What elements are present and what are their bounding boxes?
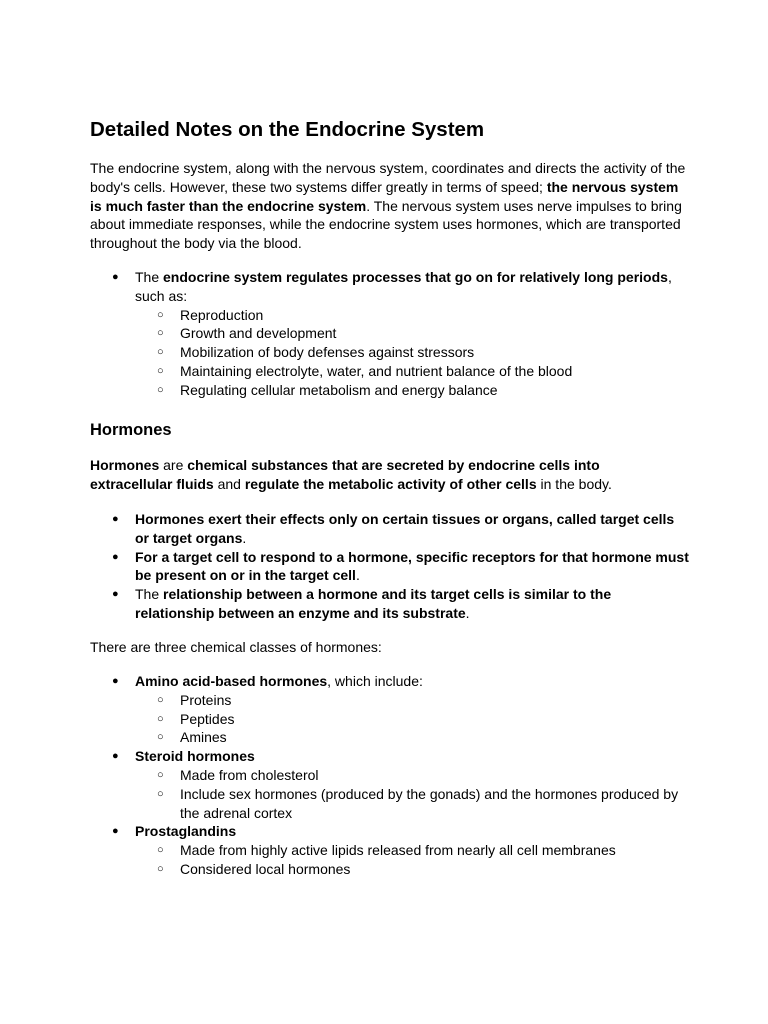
list-item-text: , which include: xyxy=(327,673,423,689)
list-item-bold: For a target cell to respond to a hormone, specific receptors for that hormone must be present on or in the target cell xyxy=(135,548,689,584)
hormones-definition xyxy=(90,456,686,494)
list-subitem: ○ Growth and development xyxy=(90,324,690,343)
list-subitem: ○ Mobilization of body defenses against stressors xyxy=(90,343,690,362)
definition-bold: regulate the metabolic activity of other cells xyxy=(244,475,537,492)
list-item xyxy=(90,822,690,841)
list-item xyxy=(90,510,690,548)
list-item-text: . xyxy=(242,529,247,546)
list-item xyxy=(90,268,690,306)
list-item-bold: endocrine system regulates processes that go on for relatively long periods xyxy=(163,269,668,285)
list-subitem: ○ Regulating cellular metabolism and energy balance xyxy=(90,381,690,400)
definition-text: in the body. xyxy=(536,475,612,492)
list-item xyxy=(90,672,690,691)
list-subitem: ○ Reproduction xyxy=(90,306,690,325)
list-item-text: The xyxy=(135,269,164,285)
hormone-facts-list xyxy=(90,510,690,623)
list-item-text: The xyxy=(135,586,164,603)
list-item-bold: Prostaglandins xyxy=(135,823,237,840)
list-item-text: , such as: xyxy=(135,269,672,304)
hormones-heading: Hormones xyxy=(90,421,172,439)
classes-intro: There are three chemical classes of hormones: xyxy=(90,639,382,655)
list-subitem: ○ Include sex hormones (produced by the gonads) and the hormones produced by the adrenal cortex xyxy=(90,785,690,823)
definition-text: are xyxy=(159,457,188,473)
intro-paragraph xyxy=(90,159,686,253)
definition-bold: Hormones xyxy=(90,457,160,473)
intro-bold: the nervous system is much faster than the endocrine system xyxy=(90,178,679,214)
regulates-list xyxy=(90,268,690,400)
list-subitem: ○ Amines xyxy=(90,728,690,747)
list-item-bold: Amino acid-based hormones xyxy=(135,673,328,689)
list-item xyxy=(90,585,690,623)
page-title: Detailed Notes on the Endocrine System xyxy=(90,118,485,141)
list-subitem: ○ Proteins xyxy=(90,691,690,710)
definition-bold: chemical substances that are secreted by endocrine cells into extracellular fluids xyxy=(90,457,600,492)
list-item-text: . xyxy=(465,604,470,621)
list-subitem: ○ Made from highly active lipids released from nearly all cell membranes xyxy=(90,841,690,860)
list-item xyxy=(90,747,690,766)
list-item-bold: relationship between a hormone and its target cells is similar to the relationship between an enzyme and its substrate xyxy=(135,586,612,621)
list-subitem: ○ Considered local hormones xyxy=(90,860,690,879)
list-item-bold: Hormones exert their effects only on certain tissues or organs, called target cells or target organs xyxy=(135,511,675,546)
list-subitem: ○ Peptides xyxy=(90,710,690,729)
list-item-text: . xyxy=(355,567,360,584)
intro-text-2: . The nervous system uses nerve impulses to bring about immediate responses, while the endocrine system uses hormones, which are transported throughout the body via the blood. xyxy=(90,197,682,252)
intro-text-1: The endocrine system, along with the nervous system, coordinates and directs the activity of the body's cells. However, these two systems differ greatly in terms of speed; xyxy=(90,160,686,195)
list-item-bold: Steroid hormones xyxy=(135,748,255,765)
hormone-classes-list xyxy=(90,672,690,879)
list-item xyxy=(90,548,690,586)
list-subitem: ○ Made from cholesterol xyxy=(90,766,690,785)
definition-text: and xyxy=(213,475,245,492)
list-subitem: ○ Maintaining electrolyte, water, and nutrient balance of the blood xyxy=(90,362,690,381)
